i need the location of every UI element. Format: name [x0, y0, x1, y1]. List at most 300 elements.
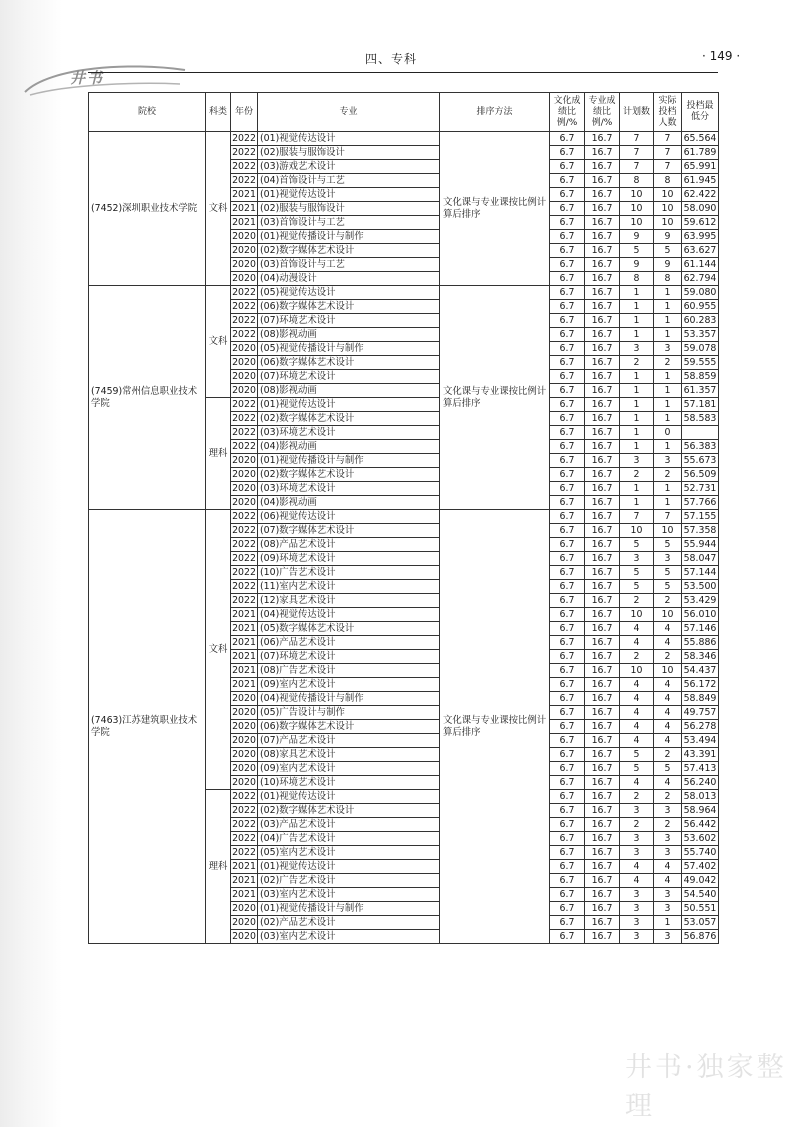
year-cell: 2021	[232, 665, 256, 676]
major-ratio-cell: 16.7	[585, 356, 620, 370]
plan-cell: 3	[620, 454, 654, 468]
major-cell: (06)视觉传达设计	[258, 510, 440, 524]
culture-ratio-cell: 6.7	[550, 538, 585, 552]
major-ratio-cell: 16.7	[585, 860, 620, 874]
year-cell: 2020	[232, 735, 256, 746]
year-cell: 2022	[232, 441, 256, 452]
plan-cell: 8	[620, 272, 654, 286]
major-cell: (02)数字媒体艺术设计	[258, 412, 440, 426]
header-culture-ratio: 文化成绩比例/%	[550, 93, 585, 132]
min-score-cell: 59.555	[682, 356, 719, 370]
admitted-cell: 4	[654, 720, 682, 734]
category-cell: 文科	[206, 286, 231, 398]
admitted-cell: 9	[654, 258, 682, 272]
plan-cell: 5	[620, 244, 654, 258]
plan-cell: 2	[620, 818, 654, 832]
culture-ratio-cell: 6.7	[550, 454, 585, 468]
culture-ratio-cell: 6.7	[550, 440, 585, 454]
year-cell: 2021	[232, 875, 256, 886]
plan-cell: 3	[620, 916, 654, 930]
plan-cell: 2	[620, 468, 654, 482]
major-ratio-cell: 16.7	[585, 454, 620, 468]
year-cell: 2022	[232, 147, 256, 158]
min-score-cell: 58.583	[682, 412, 719, 426]
culture-ratio-cell: 6.7	[550, 174, 585, 188]
table-header-row	[89, 93, 719, 132]
culture-ratio-cell: 6.7	[550, 706, 585, 720]
major-ratio-cell: 16.7	[585, 426, 620, 440]
culture-ratio-cell: 6.7	[550, 552, 585, 566]
culture-ratio-cell: 6.7	[550, 258, 585, 272]
plan-cell: 10	[620, 216, 654, 230]
culture-ratio-cell: 6.7	[550, 804, 585, 818]
year-cell: 2022	[232, 175, 256, 186]
major-ratio-cell: 16.7	[585, 580, 620, 594]
major-cell: (04)广告艺术设计	[258, 832, 440, 846]
culture-ratio-cell: 6.7	[550, 566, 585, 580]
major-ratio-cell: 16.7	[585, 622, 620, 636]
culture-ratio-cell: 6.7	[550, 314, 585, 328]
major-cell: (11)室内艺术设计	[258, 580, 440, 594]
min-score-cell: 49.757	[682, 706, 719, 720]
year-cell: 2022	[232, 427, 256, 438]
min-score-cell: 62.422	[682, 188, 719, 202]
major-cell: (01)视觉传播设计与制作	[258, 902, 440, 916]
major-ratio-cell: 16.7	[585, 594, 620, 608]
min-score-cell: 53.357	[682, 328, 719, 342]
admitted-cell: 2	[654, 594, 682, 608]
category-cell: 理科	[206, 398, 231, 510]
major-ratio-cell: 16.7	[585, 678, 620, 692]
plan-cell: 2	[620, 594, 654, 608]
major-ratio-cell: 16.7	[585, 608, 620, 622]
major-ratio-cell: 16.7	[585, 286, 620, 300]
major-cell: (03)首饰设计与工艺	[258, 216, 440, 230]
year-cell: 2021	[232, 189, 256, 200]
admitted-cell: 4	[654, 622, 682, 636]
admitted-cell: 10	[654, 216, 682, 230]
plan-cell: 10	[620, 188, 654, 202]
min-score-cell: 53.057	[682, 916, 719, 930]
min-score-cell: 61.789	[682, 146, 719, 160]
min-score-cell: 53.494	[682, 734, 719, 748]
year-cell: 2020	[232, 343, 256, 354]
culture-ratio-cell: 6.7	[550, 762, 585, 776]
admitted-cell: 3	[654, 342, 682, 356]
table-body	[89, 132, 719, 944]
major-ratio-cell: 16.7	[585, 160, 620, 174]
major-cell: (08)家具艺术设计	[258, 748, 440, 762]
admitted-cell: 1	[654, 412, 682, 426]
major-cell: (03)环境艺术设计	[258, 482, 440, 496]
year-cell: 2022	[232, 525, 256, 536]
culture-ratio-cell: 6.7	[550, 342, 585, 356]
culture-ratio-cell: 6.7	[550, 244, 585, 258]
year-cell: 2020	[232, 777, 256, 788]
plan-cell: 3	[620, 804, 654, 818]
year-cell: 2020	[232, 259, 256, 270]
min-score-cell	[682, 426, 719, 440]
major-ratio-cell: 16.7	[585, 188, 620, 202]
major-ratio-cell: 16.7	[585, 314, 620, 328]
culture-ratio-cell: 6.7	[550, 650, 585, 664]
culture-ratio-cell: 6.7	[550, 188, 585, 202]
culture-ratio-cell: 6.7	[550, 622, 585, 636]
year-cell: 2020	[232, 371, 256, 382]
major-ratio-cell: 16.7	[585, 874, 620, 888]
admitted-cell: 3	[654, 846, 682, 860]
plan-cell: 7	[620, 510, 654, 524]
major-cell: (03)室内艺术设计	[258, 930, 440, 944]
plan-cell: 3	[620, 832, 654, 846]
major-ratio-cell: 16.7	[585, 706, 620, 720]
year-cell: 2020	[232, 497, 256, 508]
plan-cell: 3	[620, 888, 654, 902]
year-cell: 2020	[232, 245, 256, 256]
min-score-cell: 57.402	[682, 860, 719, 874]
major-cell: (06)数字媒体艺术设计	[258, 720, 440, 734]
major-cell: (02)广告艺术设计	[258, 874, 440, 888]
culture-ratio-cell: 6.7	[550, 874, 585, 888]
culture-ratio-cell: 6.7	[550, 510, 585, 524]
major-ratio-cell: 16.7	[585, 650, 620, 664]
admitted-cell: 2	[654, 818, 682, 832]
scan-page-edge	[0, 0, 62, 1127]
major-ratio-cell: 16.7	[585, 510, 620, 524]
major-cell: (01)视觉传达设计	[258, 132, 440, 146]
culture-ratio-cell: 6.7	[550, 692, 585, 706]
min-score-cell: 50.551	[682, 902, 719, 916]
min-score-cell: 60.955	[682, 300, 719, 314]
min-score-cell: 58.849	[682, 692, 719, 706]
year-cell: 2022	[232, 791, 256, 802]
header-admitted: 实际投档人数	[654, 93, 682, 132]
year-cell: 2022	[232, 315, 256, 326]
year-cell: 2021	[232, 651, 256, 662]
major-cell: (01)视觉传达设计	[258, 188, 440, 202]
min-score-cell: 57.181	[682, 398, 719, 412]
admitted-cell: 3	[654, 888, 682, 902]
school-cell: (7459)常州信息职业技术学院	[89, 286, 206, 510]
header-plan: 计划数	[620, 93, 654, 132]
major-cell: (07)产品艺术设计	[258, 734, 440, 748]
major-ratio-cell: 16.7	[585, 496, 620, 510]
plan-cell: 5	[620, 762, 654, 776]
culture-ratio-cell: 6.7	[550, 356, 585, 370]
major-ratio-cell: 16.7	[585, 384, 620, 398]
plan-cell: 9	[620, 258, 654, 272]
year-cell: 2022	[232, 567, 256, 578]
major-ratio-cell: 16.7	[585, 468, 620, 482]
major-ratio-cell: 16.7	[585, 244, 620, 258]
plan-cell: 7	[620, 160, 654, 174]
header-category: 科类	[206, 93, 231, 132]
major-cell: (08)产品艺术设计	[258, 538, 440, 552]
culture-ratio-cell: 6.7	[550, 902, 585, 916]
plan-cell: 5	[620, 566, 654, 580]
major-ratio-cell: 16.7	[585, 832, 620, 846]
major-cell: (08)影视动画	[258, 384, 440, 398]
admitted-cell: 3	[654, 832, 682, 846]
method-cell: 文化课与专业课按比例计算后排序	[440, 286, 550, 510]
major-ratio-cell: 16.7	[585, 846, 620, 860]
year-cell: 2022	[232, 595, 256, 606]
admitted-cell: 4	[654, 678, 682, 692]
major-cell: (03)环境艺术设计	[258, 426, 440, 440]
major-ratio-cell: 16.7	[585, 804, 620, 818]
major-cell: (10)广告艺术设计	[258, 566, 440, 580]
culture-ratio-cell: 6.7	[550, 370, 585, 384]
admitted-cell: 8	[654, 174, 682, 188]
culture-ratio-cell: 6.7	[550, 916, 585, 930]
plan-cell: 2	[620, 650, 654, 664]
year-cell: 2021	[232, 203, 256, 214]
plan-cell: 1	[620, 384, 654, 398]
admitted-cell: 1	[654, 300, 682, 314]
major-ratio-cell: 16.7	[585, 790, 620, 804]
header-major: 专业	[258, 93, 440, 132]
year-cell: 2022	[232, 329, 256, 340]
admitted-cell: 1	[654, 916, 682, 930]
min-score-cell: 61.357	[682, 384, 719, 398]
culture-ratio-cell: 6.7	[550, 202, 585, 216]
admitted-cell: 4	[654, 776, 682, 790]
major-cell: (02)数字媒体艺术设计	[258, 804, 440, 818]
culture-ratio-cell: 6.7	[550, 790, 585, 804]
culture-ratio-cell: 6.7	[550, 160, 585, 174]
culture-ratio-cell: 6.7	[550, 664, 585, 678]
plan-cell: 4	[620, 720, 654, 734]
plan-cell: 10	[620, 608, 654, 622]
major-cell: (09)室内艺术设计	[258, 762, 440, 776]
culture-ratio-cell: 6.7	[550, 132, 585, 146]
culture-ratio-cell: 6.7	[550, 608, 585, 622]
major-ratio-cell: 16.7	[585, 692, 620, 706]
min-score-cell: 53.429	[682, 594, 719, 608]
major-ratio-cell: 16.7	[585, 398, 620, 412]
year-cell: 2020	[232, 469, 256, 480]
major-ratio-cell: 16.7	[585, 230, 620, 244]
header-school: 院校	[89, 93, 206, 132]
year-cell: 2021	[232, 623, 256, 634]
admitted-cell: 7	[654, 510, 682, 524]
major-cell: (06)产品艺术设计	[258, 636, 440, 650]
culture-ratio-cell: 6.7	[550, 678, 585, 692]
year-cell: 2022	[232, 511, 256, 522]
major-ratio-cell: 16.7	[585, 916, 620, 930]
admitted-cell: 1	[654, 384, 682, 398]
year-cell: 2020	[232, 231, 256, 242]
major-cell: (02)服装与服饰设计	[258, 202, 440, 216]
plan-cell: 10	[620, 664, 654, 678]
admission-score-table	[88, 92, 719, 944]
min-score-cell: 55.740	[682, 846, 719, 860]
year-cell: 2021	[232, 609, 256, 620]
header-year: 年份	[231, 93, 258, 132]
category-cell: 文科	[206, 132, 231, 286]
major-cell: (07)环境艺术设计	[258, 314, 440, 328]
culture-ratio-cell: 6.7	[550, 384, 585, 398]
major-ratio-cell: 16.7	[585, 636, 620, 650]
year-cell: 2022	[232, 161, 256, 172]
min-score-cell: 56.442	[682, 818, 719, 832]
major-ratio-cell: 16.7	[585, 720, 620, 734]
major-ratio-cell: 16.7	[585, 818, 620, 832]
major-cell: (03)游戏艺术设计	[258, 160, 440, 174]
major-cell: (08)影视动画	[258, 328, 440, 342]
major-ratio-cell: 16.7	[585, 272, 620, 286]
min-score-cell: 58.013	[682, 790, 719, 804]
year-cell: 2022	[232, 301, 256, 312]
year-cell: 2022	[232, 399, 256, 410]
admitted-cell: 1	[654, 440, 682, 454]
admitted-cell: 4	[654, 636, 682, 650]
major-ratio-cell: 16.7	[585, 762, 620, 776]
major-ratio-cell: 16.7	[585, 734, 620, 748]
admitted-cell: 2	[654, 650, 682, 664]
admitted-cell: 3	[654, 804, 682, 818]
min-score-cell: 63.627	[682, 244, 719, 258]
major-ratio-cell: 16.7	[585, 524, 620, 538]
plan-cell: 3	[620, 902, 654, 916]
year-cell: 2021	[232, 889, 256, 900]
admitted-cell: 10	[654, 664, 682, 678]
admitted-cell: 2	[654, 748, 682, 762]
year-cell: 2020	[232, 763, 256, 774]
major-cell: (01)视觉传播设计与制作	[258, 230, 440, 244]
major-ratio-cell: 16.7	[585, 342, 620, 356]
culture-ratio-cell: 6.7	[550, 720, 585, 734]
admitted-cell: 3	[654, 552, 682, 566]
major-cell: (07)数字媒体艺术设计	[258, 524, 440, 538]
major-ratio-cell: 16.7	[585, 776, 620, 790]
plan-cell: 4	[620, 636, 654, 650]
culture-ratio-cell: 6.7	[550, 496, 585, 510]
plan-cell: 1	[620, 328, 654, 342]
major-cell: (07)环境艺术设计	[258, 370, 440, 384]
admitted-cell: 10	[654, 524, 682, 538]
header-method: 排序方法	[440, 93, 550, 132]
category-cell: 理科	[206, 790, 231, 944]
method-cell: 文化课与专业课按比例计算后排序	[440, 510, 550, 944]
major-ratio-cell: 16.7	[585, 440, 620, 454]
major-cell: (04)动漫设计	[258, 272, 440, 286]
method-cell: 文化课与专业课按比例计算后排序	[440, 132, 550, 286]
admitted-cell: 5	[654, 244, 682, 258]
plan-cell: 4	[620, 874, 654, 888]
year-cell: 2020	[232, 903, 256, 914]
plan-cell: 5	[620, 580, 654, 594]
major-ratio-cell: 16.7	[585, 412, 620, 426]
year-cell: 2021	[232, 861, 256, 872]
culture-ratio-cell: 6.7	[550, 860, 585, 874]
major-cell: (08)广告艺术设计	[258, 664, 440, 678]
admitted-cell: 4	[654, 706, 682, 720]
admitted-cell: 4	[654, 692, 682, 706]
min-score-cell: 58.047	[682, 552, 719, 566]
major-ratio-cell: 16.7	[585, 146, 620, 160]
school-cell: (7452)深圳职业技术学院	[89, 132, 206, 286]
major-cell: (09)环境艺术设计	[258, 552, 440, 566]
year-cell: 2020	[232, 455, 256, 466]
major-ratio-cell: 16.7	[585, 132, 620, 146]
year-cell: 2022	[232, 133, 256, 144]
culture-ratio-cell: 6.7	[550, 748, 585, 762]
plan-cell: 9	[620, 230, 654, 244]
admitted-cell: 9	[654, 230, 682, 244]
min-score-cell: 56.172	[682, 678, 719, 692]
year-cell: 2020	[232, 917, 256, 928]
major-ratio-cell: 16.7	[585, 902, 620, 916]
plan-cell: 2	[620, 356, 654, 370]
major-cell: (04)影视动画	[258, 496, 440, 510]
culture-ratio-cell: 6.7	[550, 818, 585, 832]
year-cell: 2020	[232, 721, 256, 732]
culture-ratio-cell: 6.7	[550, 300, 585, 314]
major-cell: (12)家具艺术设计	[258, 594, 440, 608]
year-cell: 2022	[232, 581, 256, 592]
min-score-cell: 65.564	[682, 132, 719, 146]
culture-ratio-cell: 6.7	[550, 888, 585, 902]
admitted-cell: 7	[654, 132, 682, 146]
min-score-cell: 54.540	[682, 888, 719, 902]
admitted-cell: 7	[654, 160, 682, 174]
admitted-cell: 3	[654, 454, 682, 468]
major-cell: (09)室内艺术设计	[258, 678, 440, 692]
plan-cell: 3	[620, 930, 654, 944]
major-cell: (03)产品艺术设计	[258, 818, 440, 832]
culture-ratio-cell: 6.7	[550, 426, 585, 440]
min-score-cell: 60.283	[682, 314, 719, 328]
plan-cell: 4	[620, 678, 654, 692]
admitted-cell: 5	[654, 580, 682, 594]
min-score-cell: 58.090	[682, 202, 719, 216]
major-ratio-cell: 16.7	[585, 748, 620, 762]
admitted-cell: 10	[654, 188, 682, 202]
admitted-cell: 1	[654, 398, 682, 412]
major-ratio-cell: 16.7	[585, 202, 620, 216]
major-cell: (04)视觉传播设计与制作	[258, 692, 440, 706]
major-cell: (01)视觉传达设计	[258, 860, 440, 874]
min-score-cell: 56.010	[682, 608, 719, 622]
major-cell: (05)视觉传达设计	[258, 286, 440, 300]
admitted-cell: 2	[654, 790, 682, 804]
min-score-cell: 56.278	[682, 720, 719, 734]
admitted-cell: 1	[654, 496, 682, 510]
header-major-ratio: 专业成绩比例/%	[585, 93, 620, 132]
watermark-text: 井书·独家整理	[625, 1052, 787, 1122]
admitted-cell: 1	[654, 328, 682, 342]
year-cell: 2020	[232, 931, 256, 942]
admitted-cell: 5	[654, 538, 682, 552]
table-row	[89, 286, 719, 300]
logo-text: 井书	[70, 69, 105, 87]
min-score-cell: 61.144	[682, 258, 719, 272]
culture-ratio-cell: 6.7	[550, 412, 585, 426]
admitted-cell: 1	[654, 314, 682, 328]
header-divider	[88, 72, 718, 73]
min-score-cell: 55.944	[682, 538, 719, 552]
year-cell: 2022	[232, 805, 256, 816]
major-cell: (02)产品艺术设计	[258, 916, 440, 930]
year-cell: 2020	[232, 693, 256, 704]
culture-ratio-cell: 6.7	[550, 594, 585, 608]
culture-ratio-cell: 6.7	[550, 286, 585, 300]
plan-cell: 5	[620, 748, 654, 762]
min-score-cell: 65.991	[682, 160, 719, 174]
plan-cell: 1	[620, 412, 654, 426]
culture-ratio-cell: 6.7	[550, 216, 585, 230]
